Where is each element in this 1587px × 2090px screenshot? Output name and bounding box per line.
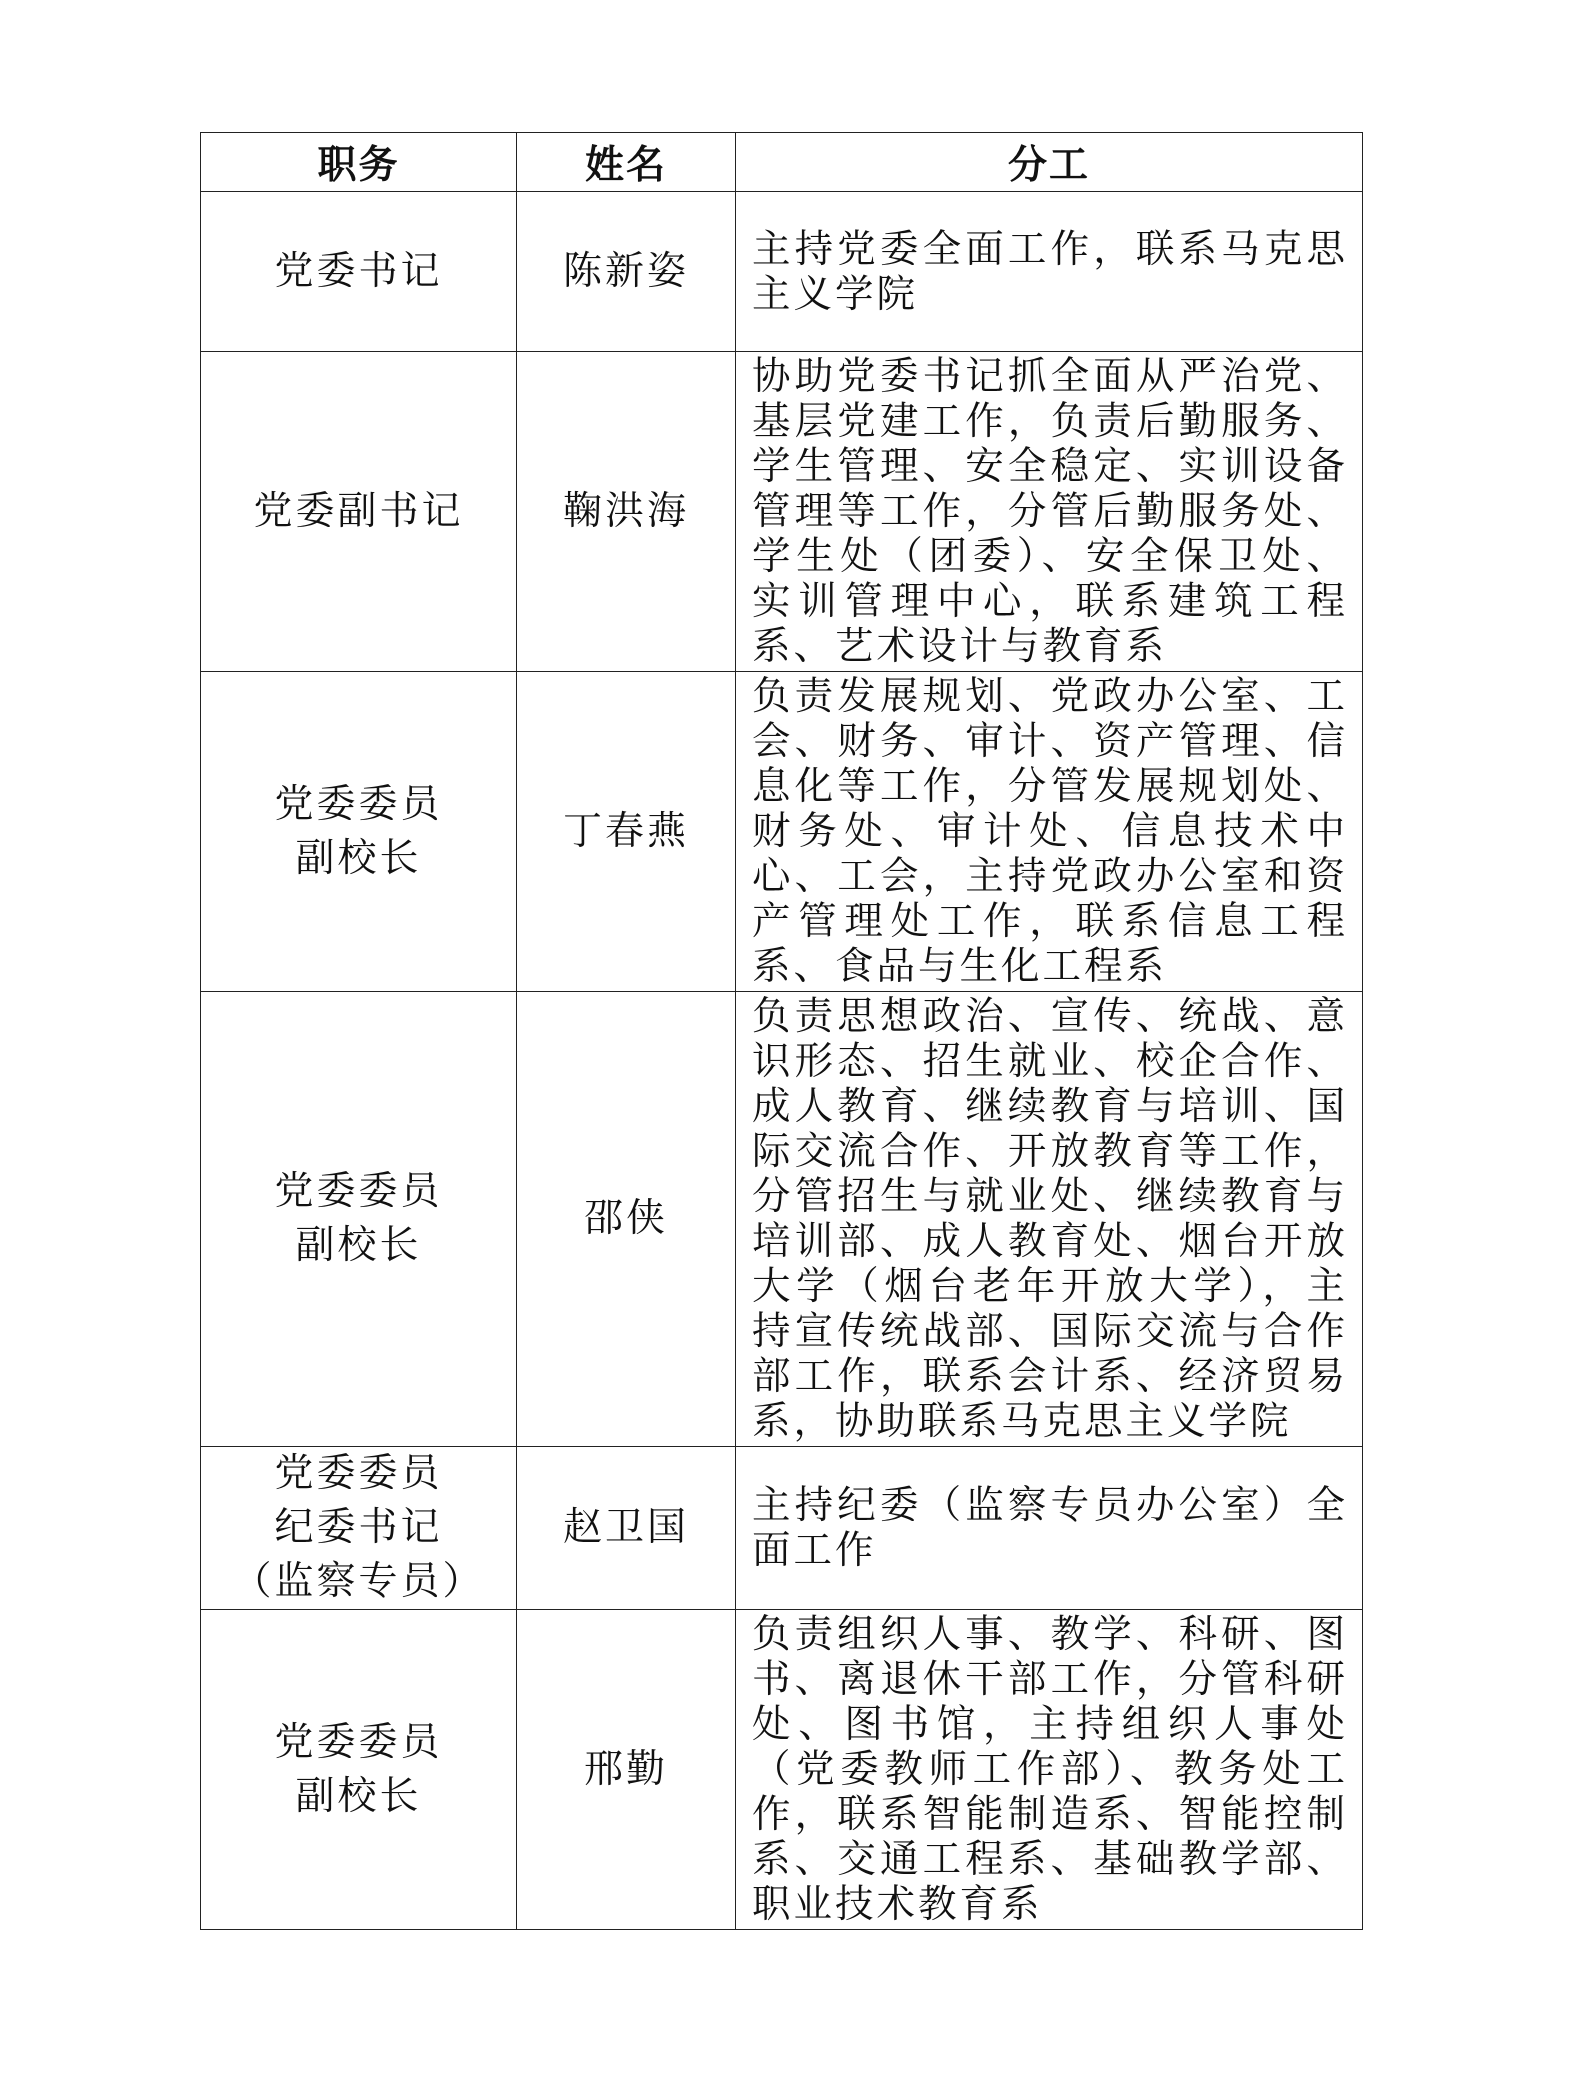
header-position: 职务 — [201, 133, 517, 192]
position-line: 党委副书记 — [253, 488, 464, 534]
header-duty: 分工 — [736, 133, 1363, 192]
table-header-row — [201, 133, 1363, 192]
position-line: 副校长 — [295, 1773, 422, 1819]
name-cell: 赵卫国 — [517, 1447, 736, 1610]
table-row — [201, 192, 1363, 352]
position-cell — [201, 192, 517, 352]
position-line: 党委书记 — [274, 248, 443, 294]
duty-cell: 负责发展规划、党政办公室、工会、财务、审计、资产管理、信息化等工作，分管发展规划处、财务处、审计处、信息技术中心、工会，主持党政办公室和资产管理处工作，联系信息工程系、食品与生化工程系 — [736, 672, 1363, 992]
table-row — [201, 1447, 1363, 1610]
position-line: 党委委员 — [274, 781, 443, 827]
table-row — [201, 1610, 1363, 1930]
table-row — [201, 672, 1363, 992]
name-cell: 鞠洪海 — [517, 352, 736, 672]
name-cell: 丁春燕 — [517, 672, 736, 992]
position-line: （监察专员） — [232, 1559, 485, 1604]
duty-cell: 负责思想政治、宣传、统战、意识形态、招生就业、校企合作、成人教育、继续教育与培训、国际交流合作、开放教育等工作，分管招生与就业处、继续教育与培训部、成人教育处、烟台开放大学（烟台老年开放大学），主持宣传统战部、国际交流与合作部工作，联系会计系、经济贸易系，协助联系马克思主义学院 — [736, 992, 1363, 1447]
position-cell — [201, 352, 517, 672]
duty-cell: 协助党委书记抓全面从严治党、基层党建工作，负责后勤服务、学生管理、安全稳定、实训设备管理等工作，分管后勤服务处、学生处（团委）、安全保卫处、实训管理中心，联系建筑工程系、艺术设计与教育系 — [736, 352, 1363, 672]
position-cell — [201, 1610, 517, 1930]
table-row — [201, 992, 1363, 1447]
position-cell — [201, 672, 517, 992]
name-cell: 陈新姿 — [517, 192, 736, 352]
duty-cell: 主持纪委（监察专员办公室）全面工作 — [736, 1447, 1363, 1610]
position-line: 党委委员 — [274, 1719, 443, 1765]
duty-cell: 负责组织人事、教学、科研、图书、离退休干部工作，分管科研处、图书馆，主持组织人事处（党委教师工作部）、教务处工作，联系智能制造系、智能控制系、交通工程系、基础教学部、职业技术教育系 — [736, 1610, 1363, 1930]
name-cell: 邢勤 — [517, 1610, 736, 1930]
position-cell — [201, 992, 517, 1447]
position-line: 副校长 — [295, 835, 422, 881]
table-row — [201, 352, 1363, 672]
leadership-duty-table — [200, 132, 1363, 1930]
name-cell: 邵侠 — [517, 992, 736, 1447]
duty-cell: 主持党委全面工作，联系马克思主义学院 — [736, 192, 1363, 352]
position-line: 党委委员 — [274, 1451, 443, 1496]
position-cell — [201, 1447, 517, 1610]
header-name: 姓名 — [517, 133, 736, 192]
position-line: 副校长 — [295, 1223, 422, 1268]
position-line: 党委委员 — [274, 1169, 443, 1214]
position-line: 纪委书记 — [274, 1505, 443, 1550]
